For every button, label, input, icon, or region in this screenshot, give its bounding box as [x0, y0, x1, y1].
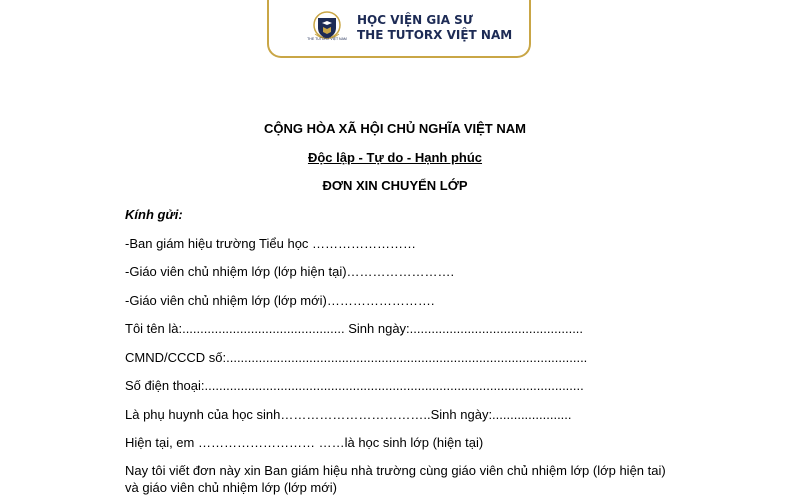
logo-caption: THE TUTORX VIỆT NAM: [307, 37, 347, 41]
salutation: Kính gửi:: [125, 207, 183, 222]
tutorx-shield-logo-icon: [307, 10, 347, 50]
recipient-current-teacher: -Giáo viên chủ nhiệm lớp (lớp hiện tại)…………………….: [125, 264, 455, 279]
phone-number-line: Số điện thoại:.........................................................................................................: [125, 378, 584, 393]
request-line-2: và giáo viên chủ nhiệm lớp (lớp mới): [125, 480, 337, 495]
header-logo-box: [267, 0, 531, 58]
national-title: CỘNG HÒA XÃ HỘI CHỦ NGHĨA VIỆT NAM: [264, 121, 526, 136]
id-number-line: CMND/CCCD số:....................................................................................................: [125, 350, 588, 365]
brand-line-1: HỌC VIỆN GIA SƯ: [357, 13, 473, 27]
recipient-new-teacher: -Giáo viên chủ nhiệm lớp (lớp mới)…………………….: [125, 293, 435, 308]
national-motto: Độc lập - Tự do - Hạnh phúc: [307, 150, 483, 165]
applicant-name-line: Tôi tên là:............................................. Sinh ngày:................................................: [125, 321, 584, 336]
brand-line-2: THE TUTORX VIỆT NAM: [357, 28, 513, 42]
current-class-line: Hiện tại, em ……………………… ……là học sinh lớp (hiện tại): [125, 435, 484, 450]
request-line-1: Nay tôi viết đơn này xin Ban giám hiệu nhà trường cùng giáo viên chủ nhiệm lớp (lớp hiện tai): [125, 463, 666, 478]
form-title: ĐƠN XIN CHUYỂN LỚP: [322, 178, 468, 193]
student-name-line: Là phụ huynh của học sinh……………………………..Sinh ngày:......................: [125, 407, 572, 422]
brand-name: [357, 13, 512, 43]
recipient-principal: -Ban giám hiệu trường Tiểu học ……………………: [125, 236, 417, 251]
